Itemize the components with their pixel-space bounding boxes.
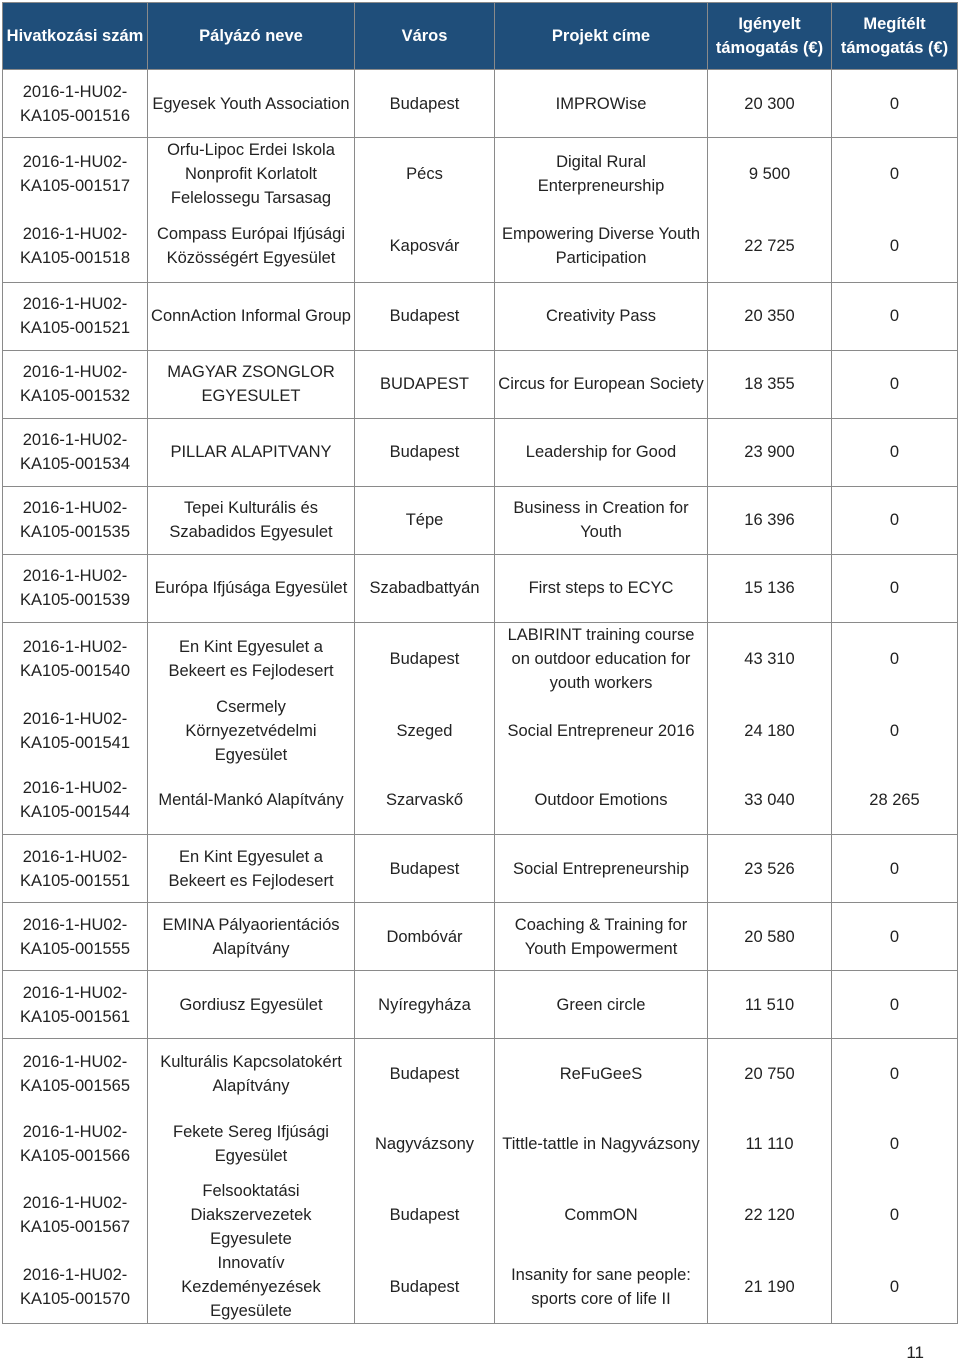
cell-requested: 23 526 (708, 835, 832, 903)
cell-applicant: PILLAR ALAPITVANY (148, 418, 355, 486)
cell-requested: 23 900 (708, 418, 832, 486)
cell-applicant: Gordiusz Egyesület (148, 971, 355, 1039)
cell-applicant: EMINA Pályaorientációs Alapítvány (148, 903, 355, 971)
cell-applicant: Tepei Kulturális és Szabadidos Egyesulet (148, 486, 355, 554)
cell-title: Coaching & Training for Youth Empowerment (495, 903, 708, 971)
cell-title: Business in Creation for Youth (495, 486, 708, 554)
cell-requested: 24 180 (708, 695, 832, 767)
cell-title: Outdoor Emotions (495, 767, 708, 835)
cell-ref: 2016-1-HU02-KA105-001565 (3, 1039, 148, 1109)
cell-granted: 0 (832, 1179, 958, 1251)
cell-requested: 16 396 (708, 486, 832, 554)
cell-title: Green circle (495, 971, 708, 1039)
cell-title: Leadership for Good (495, 418, 708, 486)
cell-applicant: Fekete Sereg Ifjúsági Egyesület (148, 1109, 355, 1179)
table-row (3, 1109, 958, 1179)
cell-city: Kaposvár (355, 210, 495, 282)
header-row (3, 3, 958, 70)
table-row (3, 418, 958, 486)
cell-granted: 28 265 (832, 767, 958, 835)
cell-title: Social Entrepreneur 2016 (495, 695, 708, 767)
cell-requested: 11 110 (708, 1109, 832, 1179)
cell-applicant: MAGYAR ZSONGLOR EGYESULET (148, 350, 355, 418)
cell-ref: 2016-1-HU02-KA105-001541 (3, 695, 148, 767)
cell-city: Budapest (355, 1179, 495, 1251)
cell-title: IMPROWise (495, 70, 708, 138)
table-row (3, 835, 958, 903)
cell-applicant: Compass Európai Ifjúsági Közösségért Egyesület (148, 210, 355, 282)
cell-city: Budapest (355, 418, 495, 486)
cell-requested: 9 500 (708, 138, 832, 211)
cell-ref: 2016-1-HU02-KA105-001540 (3, 622, 148, 695)
cell-title: Circus for European Society (495, 350, 708, 418)
cell-granted: 0 (832, 418, 958, 486)
header-title: Projekt címe (495, 3, 708, 70)
header-city: Város (355, 3, 495, 70)
header-applicant: Pályázó neve (148, 3, 355, 70)
cell-applicant: Kulturális Kapcsolatokért Alapítvány (148, 1039, 355, 1109)
cell-granted: 0 (832, 622, 958, 695)
table-row (3, 554, 958, 622)
cell-ref: 2016-1-HU02-KA105-001561 (3, 971, 148, 1039)
cell-city: Nagyvázsony (355, 1109, 495, 1179)
cell-city: Tépe (355, 486, 495, 554)
table-row (3, 70, 958, 138)
cell-applicant: Egyesek Youth Association (148, 70, 355, 138)
cell-title: Insanity for sane people: sports core of life II (495, 1251, 708, 1324)
cell-city: Budapest (355, 622, 495, 695)
grants-table (2, 2, 958, 1324)
cell-ref: 2016-1-HU02-KA105-001544 (3, 767, 148, 835)
table-row (3, 903, 958, 971)
cell-requested: 22 725 (708, 210, 832, 282)
cell-ref: 2016-1-HU02-KA105-001518 (3, 210, 148, 282)
cell-applicant: Orfu-Lipoc Erdei Iskola Nonprofit Korlatolt Felelossegu Tarsasag (148, 138, 355, 211)
header-ref: Hivatkozási szám (3, 3, 148, 70)
cell-granted: 0 (832, 138, 958, 211)
cell-city: Budapest (355, 835, 495, 903)
table-row (3, 350, 958, 418)
cell-applicant: En Kint Egyesulet a Bekeert es Fejlodesert (148, 835, 355, 903)
cell-granted: 0 (832, 1109, 958, 1179)
cell-applicant: Felsooktatási Diakszervezetek Egyesulete (148, 1179, 355, 1251)
cell-requested: 43 310 (708, 622, 832, 695)
cell-ref: 2016-1-HU02-KA105-001567 (3, 1179, 148, 1251)
cell-city: Szabadbattyán (355, 554, 495, 622)
cell-ref: 2016-1-HU02-KA105-001539 (3, 554, 148, 622)
cell-title: CommON (495, 1179, 708, 1251)
cell-city: Budapest (355, 1251, 495, 1324)
table-row (3, 767, 958, 835)
cell-title: ReFuGeeS (495, 1039, 708, 1109)
cell-granted: 0 (832, 1251, 958, 1324)
cell-granted: 0 (832, 1039, 958, 1109)
cell-ref: 2016-1-HU02-KA105-001551 (3, 835, 148, 903)
cell-requested: 33 040 (708, 767, 832, 835)
cell-title: Digital Rural Enterpreneurship (495, 138, 708, 211)
cell-granted: 0 (832, 903, 958, 971)
table-row (3, 695, 958, 767)
cell-requested: 20 580 (708, 903, 832, 971)
cell-applicant: Innovatív Kezdeményezések Egyesülete (148, 1251, 355, 1324)
header-requested: Igényelt támogatás (€) (708, 3, 832, 70)
table-row (3, 1039, 958, 1109)
table-row (3, 138, 958, 211)
cell-title: LABIRINT training course on outdoor education for youth workers (495, 622, 708, 695)
cell-city: Budapest (355, 70, 495, 138)
cell-granted: 0 (832, 350, 958, 418)
cell-requested: 20 350 (708, 282, 832, 350)
cell-title: Empowering Diverse Youth Participation (495, 210, 708, 282)
cell-city: Nyíregyháza (355, 971, 495, 1039)
table-row (3, 1251, 958, 1324)
cell-title: Social Entrepreneurship (495, 835, 708, 903)
cell-ref: 2016-1-HU02-KA105-001516 (3, 70, 148, 138)
cell-ref: 2016-1-HU02-KA105-001566 (3, 1109, 148, 1179)
cell-granted: 0 (832, 210, 958, 282)
cell-applicant: Mentál-Mankó Alapítvány (148, 767, 355, 835)
cell-title: Tittle-tattle in Nagyvázsony (495, 1109, 708, 1179)
cell-ref: 2016-1-HU02-KA105-001517 (3, 138, 148, 211)
cell-applicant: Európa Ifjúsága Egyesület (148, 554, 355, 622)
cell-city: Budapest (355, 1039, 495, 1109)
cell-applicant: Csermely Környezetvédelmi Egyesület (148, 695, 355, 767)
cell-city: Budapest (355, 282, 495, 350)
cell-title: Creativity Pass (495, 282, 708, 350)
cell-requested: 11 510 (708, 971, 832, 1039)
cell-city: Szeged (355, 695, 495, 767)
cell-requested: 15 136 (708, 554, 832, 622)
cell-requested: 18 355 (708, 350, 832, 418)
cell-granted: 0 (832, 554, 958, 622)
cell-granted: 0 (832, 486, 958, 554)
cell-granted: 0 (832, 695, 958, 767)
cell-ref: 2016-1-HU02-KA105-001534 (3, 418, 148, 486)
cell-granted: 0 (832, 835, 958, 903)
cell-city: Dombóvár (355, 903, 495, 971)
header-granted: Megítélt támogatás (€) (832, 3, 958, 70)
cell-ref: 2016-1-HU02-KA105-001555 (3, 903, 148, 971)
cell-ref: 2016-1-HU02-KA105-001532 (3, 350, 148, 418)
table-row (3, 210, 958, 282)
cell-requested: 22 120 (708, 1179, 832, 1251)
cell-granted: 0 (832, 70, 958, 138)
cell-requested: 20 750 (708, 1039, 832, 1109)
cell-city: BUDAPEST (355, 350, 495, 418)
cell-granted: 0 (832, 282, 958, 350)
cell-granted: 0 (832, 971, 958, 1039)
table-row (3, 971, 958, 1039)
table-row (3, 622, 958, 695)
cell-ref: 2016-1-HU02-KA105-001570 (3, 1251, 148, 1324)
table-row (3, 282, 958, 350)
cell-applicant: ConnAction Informal Group (148, 282, 355, 350)
cell-requested: 20 300 (708, 70, 832, 138)
page-number: 11 (906, 1343, 924, 1362)
cell-requested: 21 190 (708, 1251, 832, 1324)
cell-ref: 2016-1-HU02-KA105-001521 (3, 282, 148, 350)
cell-city: Pécs (355, 138, 495, 211)
cell-city: Szarvaskő (355, 767, 495, 835)
cell-applicant: En Kint Egyesulet a Bekeert es Fejlodesert (148, 622, 355, 695)
table-row (3, 486, 958, 554)
cell-title: First steps to ECYC (495, 554, 708, 622)
table-row (3, 1179, 958, 1251)
cell-ref: 2016-1-HU02-KA105-001535 (3, 486, 148, 554)
